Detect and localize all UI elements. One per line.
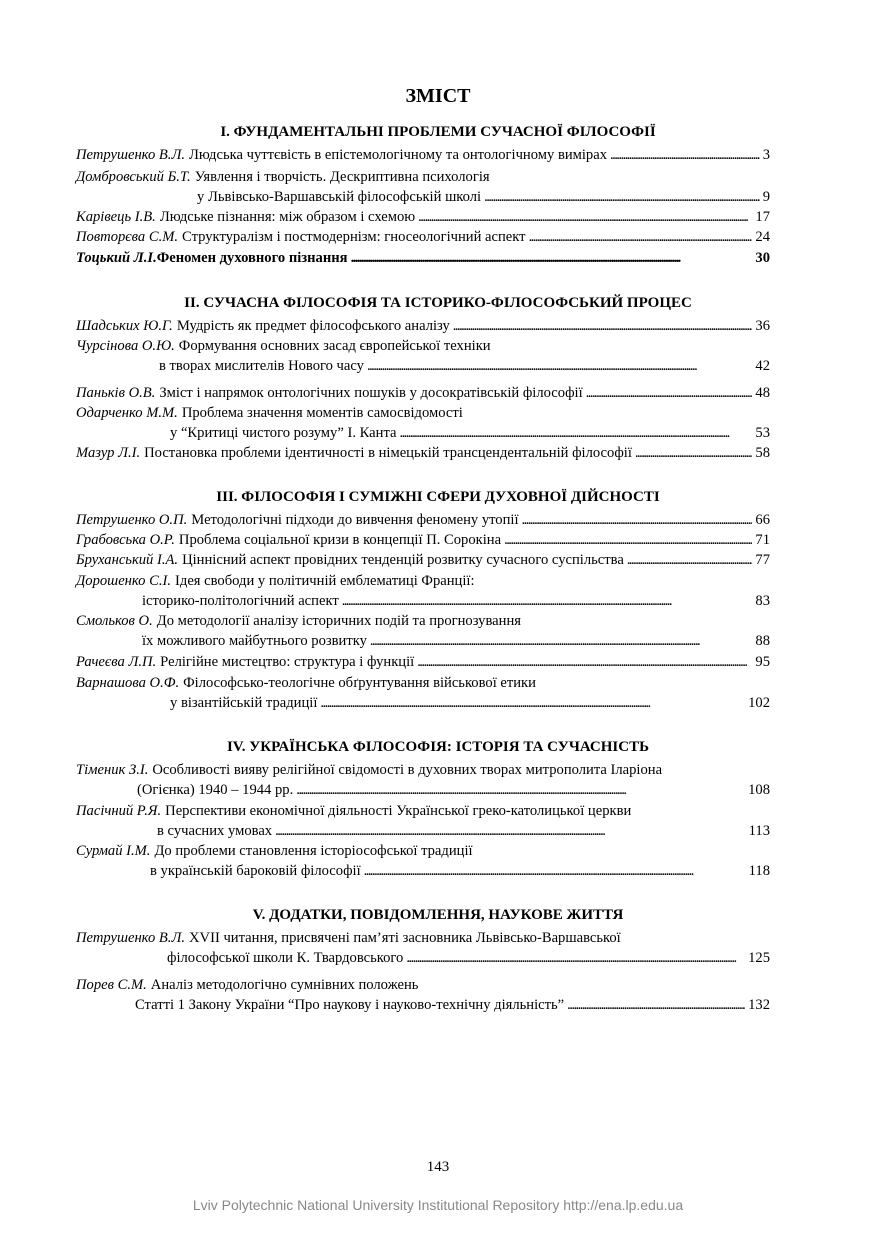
entry-page-number: 9 [762, 189, 770, 205]
entry-title: XVII читання, присвячені пам’яті засновника Львівсько-Варшавської [189, 930, 621, 946]
entry-page-number: 77 [755, 552, 770, 568]
entry-author: Варнашова О.Ф. [76, 675, 180, 691]
toc-entry-continuation[interactable] [137, 781, 770, 799]
entry-title: Філософсько-теологічне обґрунтування військової етики [183, 675, 536, 691]
entry-title: Постановка проблеми ідентичності в німецькій трансцендентальній філософії [144, 445, 632, 461]
entry-author: Шадських Ю.Г. [76, 318, 173, 334]
toc-entry[interactable] [76, 228, 770, 246]
entry-page-number: 88 [755, 633, 770, 649]
dot-leader [417, 653, 752, 671]
entry-title-continuation: (Огієнка) 1940 – 1944 рр. [137, 782, 294, 798]
entry-page-number: 102 [748, 695, 770, 711]
toc-entry-continuation[interactable] [142, 632, 770, 650]
toc-entry-continuation[interactable] [167, 949, 770, 967]
entry-page-number: 125 [748, 950, 770, 966]
dot-leader [399, 424, 752, 442]
entry-page-number: 24 [755, 229, 770, 245]
entry-title: Особливості вияву релігійної свідомості в духовних творах митрополита Іларіона [152, 762, 663, 778]
dot-leader [275, 822, 746, 840]
toc-entry[interactable] [76, 802, 770, 820]
toc-entry[interactable] [76, 929, 770, 947]
entry-title: Формування основних засад європейської техніки [178, 338, 491, 354]
entry-page-number: 53 [755, 425, 770, 441]
dot-leader [522, 511, 753, 529]
entry-author: Рачеєва Л.П. [76, 654, 157, 670]
dot-leader [406, 949, 745, 967]
entry-page-number: 30 [755, 250, 770, 266]
entry-page-number: 48 [755, 385, 770, 401]
entry-author: Одарченко М.М. [76, 405, 178, 421]
toc-entry-continuation[interactable] [135, 996, 770, 1014]
entry-title: Уявлення і творчість. Дескриптивна психологія [194, 169, 490, 185]
dot-leader [567, 996, 745, 1014]
toc-entry-continuation[interactable] [142, 592, 770, 610]
toc-entry-continuation[interactable] [159, 357, 770, 375]
entry-title: Методологічні підходи до вивчення феномену утопії [191, 512, 519, 528]
entry-page-number: 58 [755, 445, 770, 461]
toc-entry[interactable] [76, 674, 770, 692]
toc-entry[interactable] [76, 249, 770, 267]
entry-author: Бруханський І.А. [76, 552, 179, 568]
toc-entry[interactable] [76, 337, 770, 355]
dot-leader [610, 146, 760, 164]
toc-entry[interactable] [76, 317, 770, 335]
entry-page-number: 108 [748, 782, 770, 798]
entry-author: Петрушенко В.Л. [76, 147, 185, 163]
toc-entry[interactable] [76, 444, 770, 462]
entry-author: Карівець І.В. [76, 209, 156, 225]
section-heading: II. СУЧАСНА ФІЛОСОФІЯ ТА ІСТОРИКО-ФІЛОСОФСЬКИЙ ПРОЦЕС [184, 295, 692, 311]
dot-leader [296, 781, 745, 799]
dot-leader [367, 357, 752, 375]
dot-leader [370, 632, 752, 650]
entry-author: Дорошенко С.І. [76, 573, 172, 589]
section-heading: I. ФУНДАМЕНТАЛЬНІ ПРОБЛЕМИ СУЧАСНОЇ ФІЛОСОФІЇ [220, 124, 656, 140]
entry-author: Петрушенко О.П. [76, 512, 188, 528]
entry-page-number: 66 [755, 512, 770, 528]
entry-title: Людська чуттєвість в епістемологічному та онтологічному вимірах [189, 147, 608, 163]
entry-title-continuation: в українській бароковій філософії [150, 863, 361, 879]
entry-author: Пасічний Р.Я. [76, 803, 162, 819]
toc-entry[interactable] [76, 404, 770, 422]
entry-title-continuation: у візантійській традиції [170, 695, 318, 711]
section-heading: IV. УКРАЇНСЬКА ФІЛОСОФІЯ: ІСТОРІЯ ТА СУЧАСНІСТЬ [226, 739, 650, 755]
entry-title-continuation: філософської школи К. Твардовського [167, 950, 404, 966]
entry-title: До проблеми становлення історіософської традиції [154, 843, 473, 859]
entry-author: Повторєва С.М. [76, 229, 179, 245]
entry-author: Паньків О.В. [76, 385, 156, 401]
entry-author: Домбровський Б.Т. [76, 169, 191, 185]
entry-author: Тоцький Л.І. [76, 250, 157, 266]
entry-title: Ідея свободи у політичній емблематиці Франції: [175, 573, 475, 589]
entry-page-number: 42 [755, 358, 770, 374]
toc-entry-continuation[interactable] [157, 822, 770, 840]
toc-entry[interactable] [76, 551, 770, 569]
toc-entry[interactable] [76, 384, 770, 402]
dot-leader [484, 188, 760, 206]
entry-title-continuation: у “Критиці чистого розуму” І. Канта [170, 425, 397, 441]
entry-title-continuation: в творах мислителів Нового часу [159, 358, 364, 374]
toc-entry[interactable] [76, 612, 770, 630]
page-number: 143 [426, 1159, 450, 1175]
toc-entry[interactable] [76, 168, 770, 186]
entry-page-number: 113 [748, 823, 770, 839]
entry-title-continuation: їх можливого майбутнього розвитку [142, 633, 367, 649]
entry-author: Смольков О. [76, 613, 153, 629]
entry-title-continuation: в сучасних умовах [157, 823, 273, 839]
entry-title: Структуралізм і постмодернізм: гносеологічний аспект [182, 229, 526, 245]
entry-author: Сурмай І.М. [76, 843, 151, 859]
dot-leader [364, 862, 746, 880]
toc-entry[interactable] [76, 511, 770, 529]
entry-author: Тіменик З.І. [76, 762, 149, 778]
entry-author: Грабовська О.Р. [76, 532, 175, 548]
toc-entry-continuation[interactable] [150, 862, 770, 880]
toc-entry[interactable] [76, 572, 770, 590]
dot-leader [627, 551, 753, 569]
entry-title: Проблема соціальної кризи в концепції П. Сорокіна [178, 532, 502, 548]
dot-leader [453, 317, 753, 335]
entry-title: Перспективи економічної діяльності Української греко-католицької церкви [165, 803, 632, 819]
entry-title: Людське пізнання: між образом і схемою [159, 209, 416, 225]
dot-leader [635, 444, 753, 462]
entry-page-number: 118 [748, 863, 770, 879]
toc-entry[interactable] [76, 976, 770, 994]
entry-title-continuation: у Львівсько-Варшавській філософській школі [197, 189, 482, 205]
entry-author: Чурсінова О.Ю. [76, 338, 175, 354]
section-heading: III. ФІЛОСОФІЯ І СУМІЖНІ СФЕРИ ДУХОВНОЇ ДІЙСНОСТІ [216, 489, 660, 505]
repository-footer: Lviv Polytechnic National University Institutional Repository http://ena.lp.edu.ua [192, 1197, 684, 1213]
entry-title: Зміст і напрямок онтологічних пошуків у досократівській філософії [159, 385, 583, 401]
entry-author: Порев С.М. [76, 977, 147, 993]
entry-page-number: 95 [755, 654, 770, 670]
dot-leader [320, 694, 745, 712]
dot-leader [586, 384, 753, 402]
entry-page-number: 17 [755, 209, 770, 225]
toc-entry[interactable] [76, 208, 770, 226]
dot-leader [529, 228, 753, 246]
entry-page-number: 83 [755, 593, 770, 609]
toc-entry[interactable] [76, 653, 770, 671]
toc-entry-continuation[interactable] [197, 188, 770, 206]
entry-page-number: 132 [748, 997, 770, 1013]
entry-title: Ціннісний аспект провідних тенденцій розвитку сучасного суспільства [182, 552, 624, 568]
entry-page-number: 71 [755, 532, 770, 548]
dot-leader [351, 249, 753, 267]
entry-title-continuation: Статті 1 Закону України “Про наукову і науково-технічну діяльність” [135, 997, 565, 1013]
section-heading: V. ДОДАТКИ, ПОВІДОМЛЕННЯ, НАУКОВЕ ЖИТТЯ [252, 907, 624, 923]
dot-leader [504, 531, 752, 549]
entry-title-continuation: історико-політологічний аспект [142, 593, 339, 609]
dot-leader [418, 208, 752, 226]
entry-page-number: 3 [762, 147, 770, 163]
entry-title: Феномен духовного пізнання [156, 250, 348, 266]
entry-page-number: 36 [755, 318, 770, 334]
toc-entry[interactable] [76, 761, 770, 779]
toc-entry-continuation[interactable] [170, 424, 770, 442]
dot-leader [342, 592, 753, 610]
toc-entry[interactable] [76, 531, 770, 549]
entry-title: Аналіз методологічно сумнівних положень [150, 977, 419, 993]
toc-entry[interactable] [76, 842, 770, 860]
entry-title: Мудрість як предмет філософського аналізу [176, 318, 450, 334]
toc-entry-continuation[interactable] [170, 694, 770, 712]
toc-entry[interactable] [76, 146, 770, 164]
entry-title: Релігійне мистецтво: структура і функції [160, 654, 415, 670]
entry-title: До методології аналізу історичних подій та прогнозування [156, 613, 521, 629]
page-title: ЗМІСТ [405, 85, 471, 107]
entry-title: Проблема значення моментів самосвідомості [181, 405, 463, 421]
entry-author: Мазур Л.І. [76, 445, 141, 461]
entry-author: Петрушенко В.Л. [76, 930, 185, 946]
